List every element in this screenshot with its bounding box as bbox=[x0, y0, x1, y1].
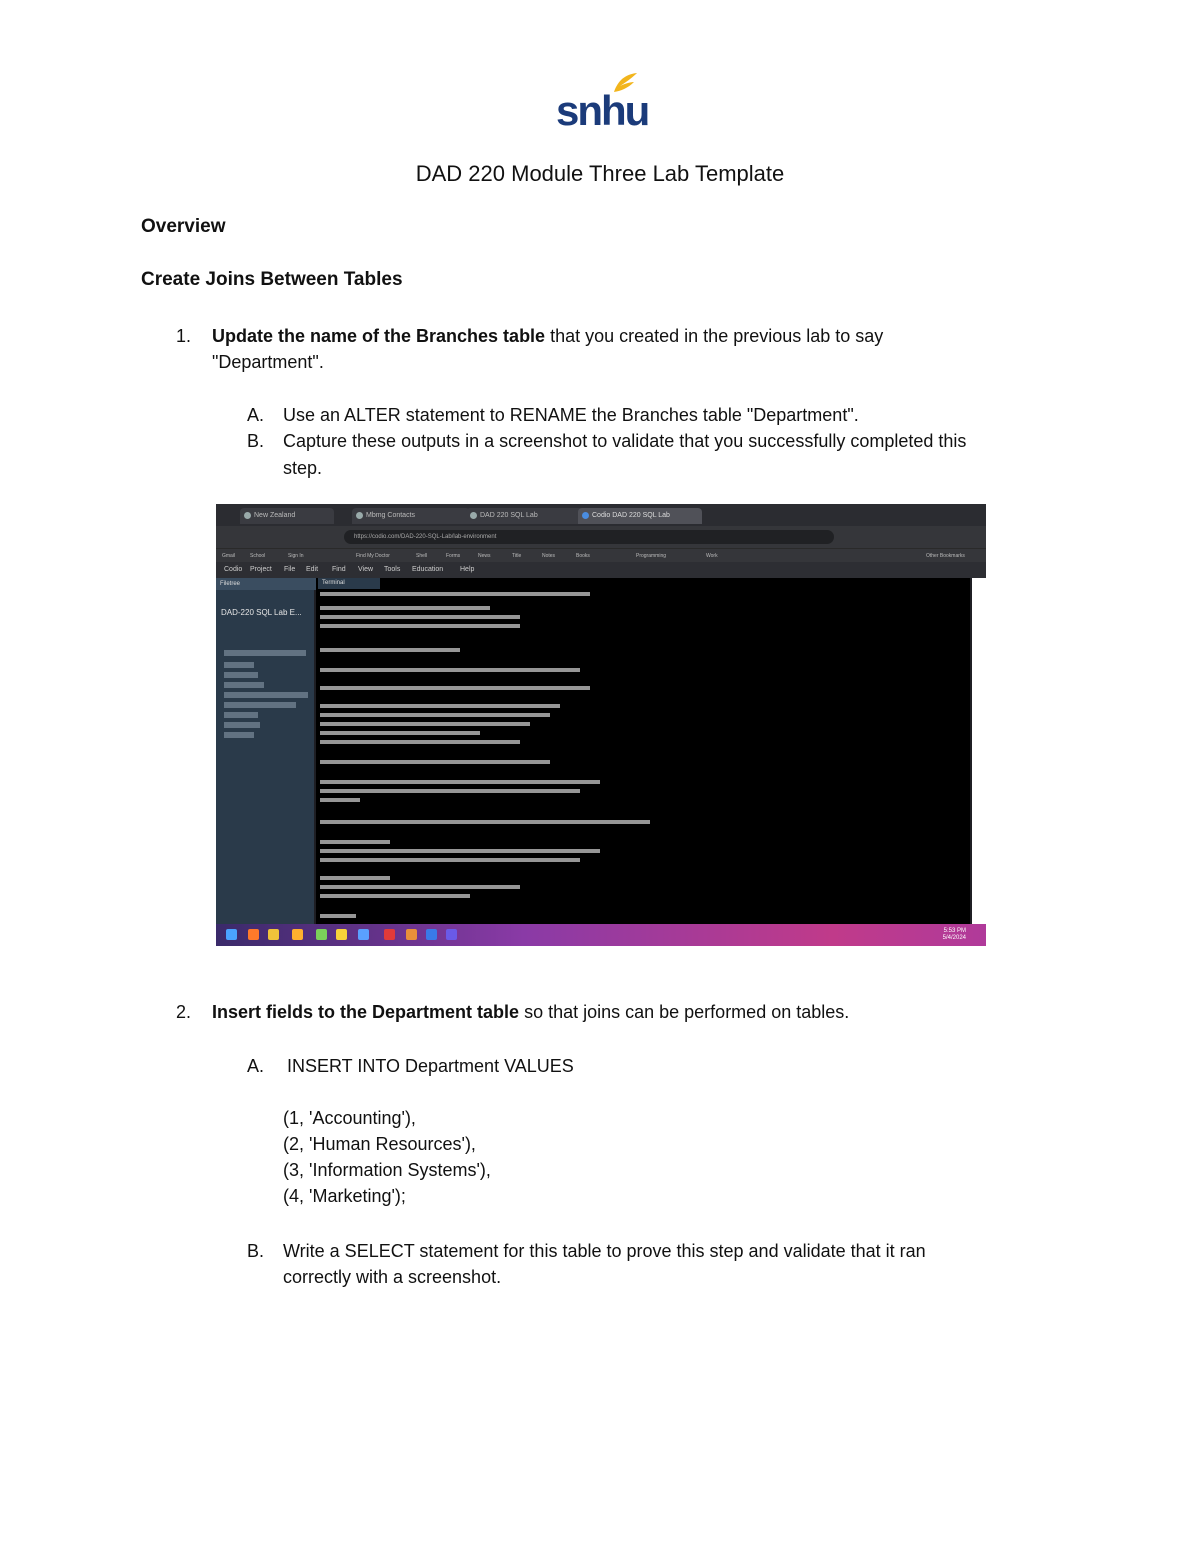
firefox-icon bbox=[248, 929, 259, 940]
taskbar-clock bbox=[943, 928, 966, 942]
section-heading: Create Joins Between Tables bbox=[141, 269, 403, 290]
app-icon bbox=[446, 929, 457, 940]
app-icon bbox=[292, 929, 303, 940]
sidebar-header: Filetree bbox=[216, 578, 318, 590]
step-1-line2: "Department". bbox=[212, 352, 324, 372]
logo-wordmark: snhu bbox=[556, 87, 649, 134]
bookmark: Gmail bbox=[222, 553, 236, 559]
menu-item: Codio bbox=[224, 566, 243, 573]
bookmark: Forms bbox=[446, 553, 461, 559]
bookmark: Work bbox=[706, 553, 718, 559]
app-icon bbox=[384, 929, 395, 940]
step-2b-line2: correctly with a screenshot. bbox=[283, 1267, 502, 1287]
bookmark: Shell bbox=[416, 553, 428, 559]
values-line: (2, 'Human Resources'), bbox=[283, 1134, 476, 1154]
terminal-tab: Terminal bbox=[318, 578, 380, 589]
values-line: (1, 'Accounting'), bbox=[283, 1108, 416, 1128]
menu-item: Education bbox=[412, 566, 444, 573]
values-line: (4, 'Marketing'); bbox=[283, 1186, 406, 1206]
step-1b-letter: B. bbox=[247, 431, 265, 451]
windows-start-icon bbox=[226, 929, 237, 940]
app-icon bbox=[358, 929, 369, 940]
bookmark: Title bbox=[512, 553, 522, 559]
step-2-rest: so that joins can be performed on tables. bbox=[519, 1002, 850, 1022]
step-1-number: 1. bbox=[176, 326, 192, 346]
menu-item: Edit bbox=[306, 566, 319, 573]
overview-heading: Overview bbox=[141, 216, 226, 237]
bookmarks-bar bbox=[216, 548, 986, 563]
clock-date: 5/4/2024 bbox=[942, 935, 966, 941]
ide-menubar bbox=[216, 562, 986, 578]
step-2a-text: INSERT INTO Department VALUES bbox=[287, 1056, 574, 1076]
step-1b-line1: Capture these outputs in a screenshot to validate that you successfully completed this bbox=[283, 431, 967, 451]
app-icon bbox=[316, 929, 327, 940]
menu-item: View bbox=[358, 566, 374, 573]
bookmark: Sign In bbox=[288, 553, 304, 559]
step-2-line1 bbox=[212, 999, 849, 1025]
windows-taskbar bbox=[216, 924, 986, 946]
browser-tab: DAD 220 SQL Lab bbox=[466, 508, 584, 524]
step-1-bold: Update the name of the Branches table bbox=[212, 326, 546, 346]
bookmark: Programming bbox=[636, 553, 667, 559]
clock-time: 5:53 PM bbox=[943, 928, 966, 934]
step-2b-line1: Write a SELECT statement for this table to prove this step and validate that it ran bbox=[283, 1241, 926, 1261]
menu-item: Find bbox=[332, 566, 346, 573]
app-icon bbox=[426, 929, 437, 940]
menu-item: Tools bbox=[384, 566, 401, 573]
step-2-number: 2. bbox=[176, 1002, 192, 1022]
bookmark: Notes bbox=[542, 553, 556, 559]
step-1a-letter: A. bbox=[247, 405, 265, 425]
step-1b-line2: step. bbox=[283, 458, 323, 478]
url-field: https://codio.com/DAD-220-SQL-Lab/lab-environment bbox=[344, 530, 834, 544]
terminal-panel bbox=[316, 578, 970, 928]
ide-sidebar bbox=[216, 578, 314, 928]
browser-tabbar bbox=[216, 504, 986, 526]
step-2a-letter: A. bbox=[247, 1056, 265, 1076]
step-1-rest: that you created in the previous lab to say bbox=[545, 326, 884, 346]
app-icon bbox=[336, 929, 347, 940]
scrollbar bbox=[972, 578, 986, 928]
step-1-line1 bbox=[212, 323, 883, 349]
menu-item: Help bbox=[460, 566, 475, 573]
step-2b-letter: B. bbox=[247, 1241, 265, 1261]
folder-icon bbox=[268, 929, 279, 940]
step-2-bold: Insert fields to the Department table bbox=[212, 1002, 520, 1022]
screenshot-image bbox=[216, 504, 986, 946]
browser-tab: New Zealand bbox=[240, 508, 334, 524]
values-line: (3, 'Information Systems'), bbox=[283, 1160, 491, 1180]
bookmark: Other Bookmarks bbox=[926, 553, 965, 559]
menu-item: File bbox=[284, 566, 296, 573]
bookmark: Find My Doctor bbox=[356, 553, 390, 559]
browser-urlbar bbox=[216, 526, 986, 548]
sidebar-project-title: DAD-220 SQL Lab E... bbox=[221, 608, 302, 617]
bookmark: Books bbox=[576, 553, 590, 559]
step-1a-text: Use an ALTER statement to RENAME the Branches table "Department". bbox=[283, 405, 859, 425]
snhu-logo bbox=[556, 72, 649, 134]
bookmark: School bbox=[250, 553, 266, 559]
bookmark: News bbox=[478, 553, 491, 559]
chrome-icon bbox=[406, 929, 417, 940]
browser-tab-active: Codio DAD 220 SQL Lab bbox=[578, 508, 702, 524]
page-title: DAD 220 Module Three Lab Template bbox=[415, 161, 785, 186]
menu-item: Project bbox=[250, 566, 272, 573]
browser-tab: Mbmg Contacts bbox=[352, 508, 470, 524]
